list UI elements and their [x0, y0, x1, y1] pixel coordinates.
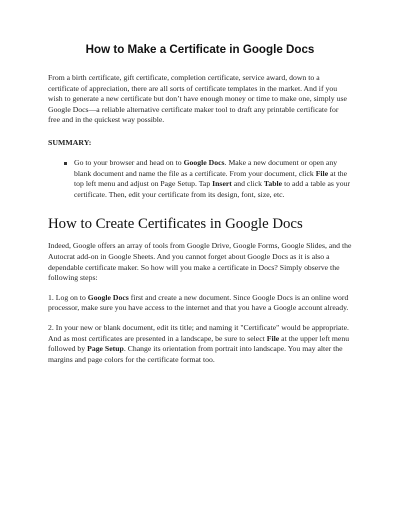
summary-bold-table: Table: [263, 179, 283, 189]
summary-bold-file: File: [315, 168, 329, 178]
summary-bold-google-docs: Google Docs: [183, 157, 225, 167]
step-bold-page-setup: Page Setup: [87, 344, 124, 354]
step-text: 2. In your new or blank document, edit its title; and naming it "Certificate" would be appropriate. And as most certificates are presented in a landscape, be sure to select: [48, 322, 349, 343]
step-text: 1. Log on to: [48, 292, 88, 302]
document-title: How to Make a Certificate in Google Docs: [85, 43, 315, 56]
summary-text: Go to your browser and head on to: [74, 157, 184, 167]
step-bold-google-docs: Google Docs: [87, 292, 129, 302]
summary-bold-insert: Insert: [212, 179, 232, 189]
summary-bullet-item: [64, 158, 352, 200]
summary-text: to add a table as your certificate. Then, edit your certificate from its design, font, size, etc.: [74, 179, 351, 199]
summary-text: at the top left menu and adjust on Page Setup. Tap: [74, 168, 348, 189]
step-bold-file: File: [266, 333, 280, 343]
section-paragraph: Indeed, Google offers an array of tools from Google Drive, Google Forms, Google Slides, and the Autocrat add-on in Google Sheets. And you cannot forget about Google Docs as it is also a dependable certificate maker. So how will you make a certificate in Docs? Simply observe the following steps:: [48, 241, 352, 283]
summary-text: and click: [231, 179, 264, 189]
intro-paragraph: From a birth certificate, gift certificate, completion certificate, service award, down to a certificate of appreciation, there are all sorts of certificate templates in the market. And if you wish to generate a new certificate but don’t have enough money or time to make one, simply use Google Docs—a reliable alternative certificate maker tool to draft any printable certificate for free and in the quickest way possible.: [48, 73, 347, 125]
step-text: first and create a new document. Since Google Docs is an online word processor, make sure you have access to the internet and that you have a Google account already.: [48, 292, 349, 313]
section-heading: How to Create Certificates in Google Docs: [48, 216, 303, 233]
summary-label: SUMMARY:: [48, 137, 92, 147]
step-text: . Change its orientation from portrait into landscape. You may alter the margins and page colors for the certificate format too.: [48, 344, 343, 364]
summary-text: . Make a new document or open any blank document and name the file as a certificate. From your document, click: [74, 157, 338, 178]
step-text: at the upper left menu followed by: [48, 333, 350, 354]
step-2-paragraph: [48, 323, 352, 365]
summary-list: [48, 158, 352, 200]
step-1-paragraph: [48, 293, 352, 314]
